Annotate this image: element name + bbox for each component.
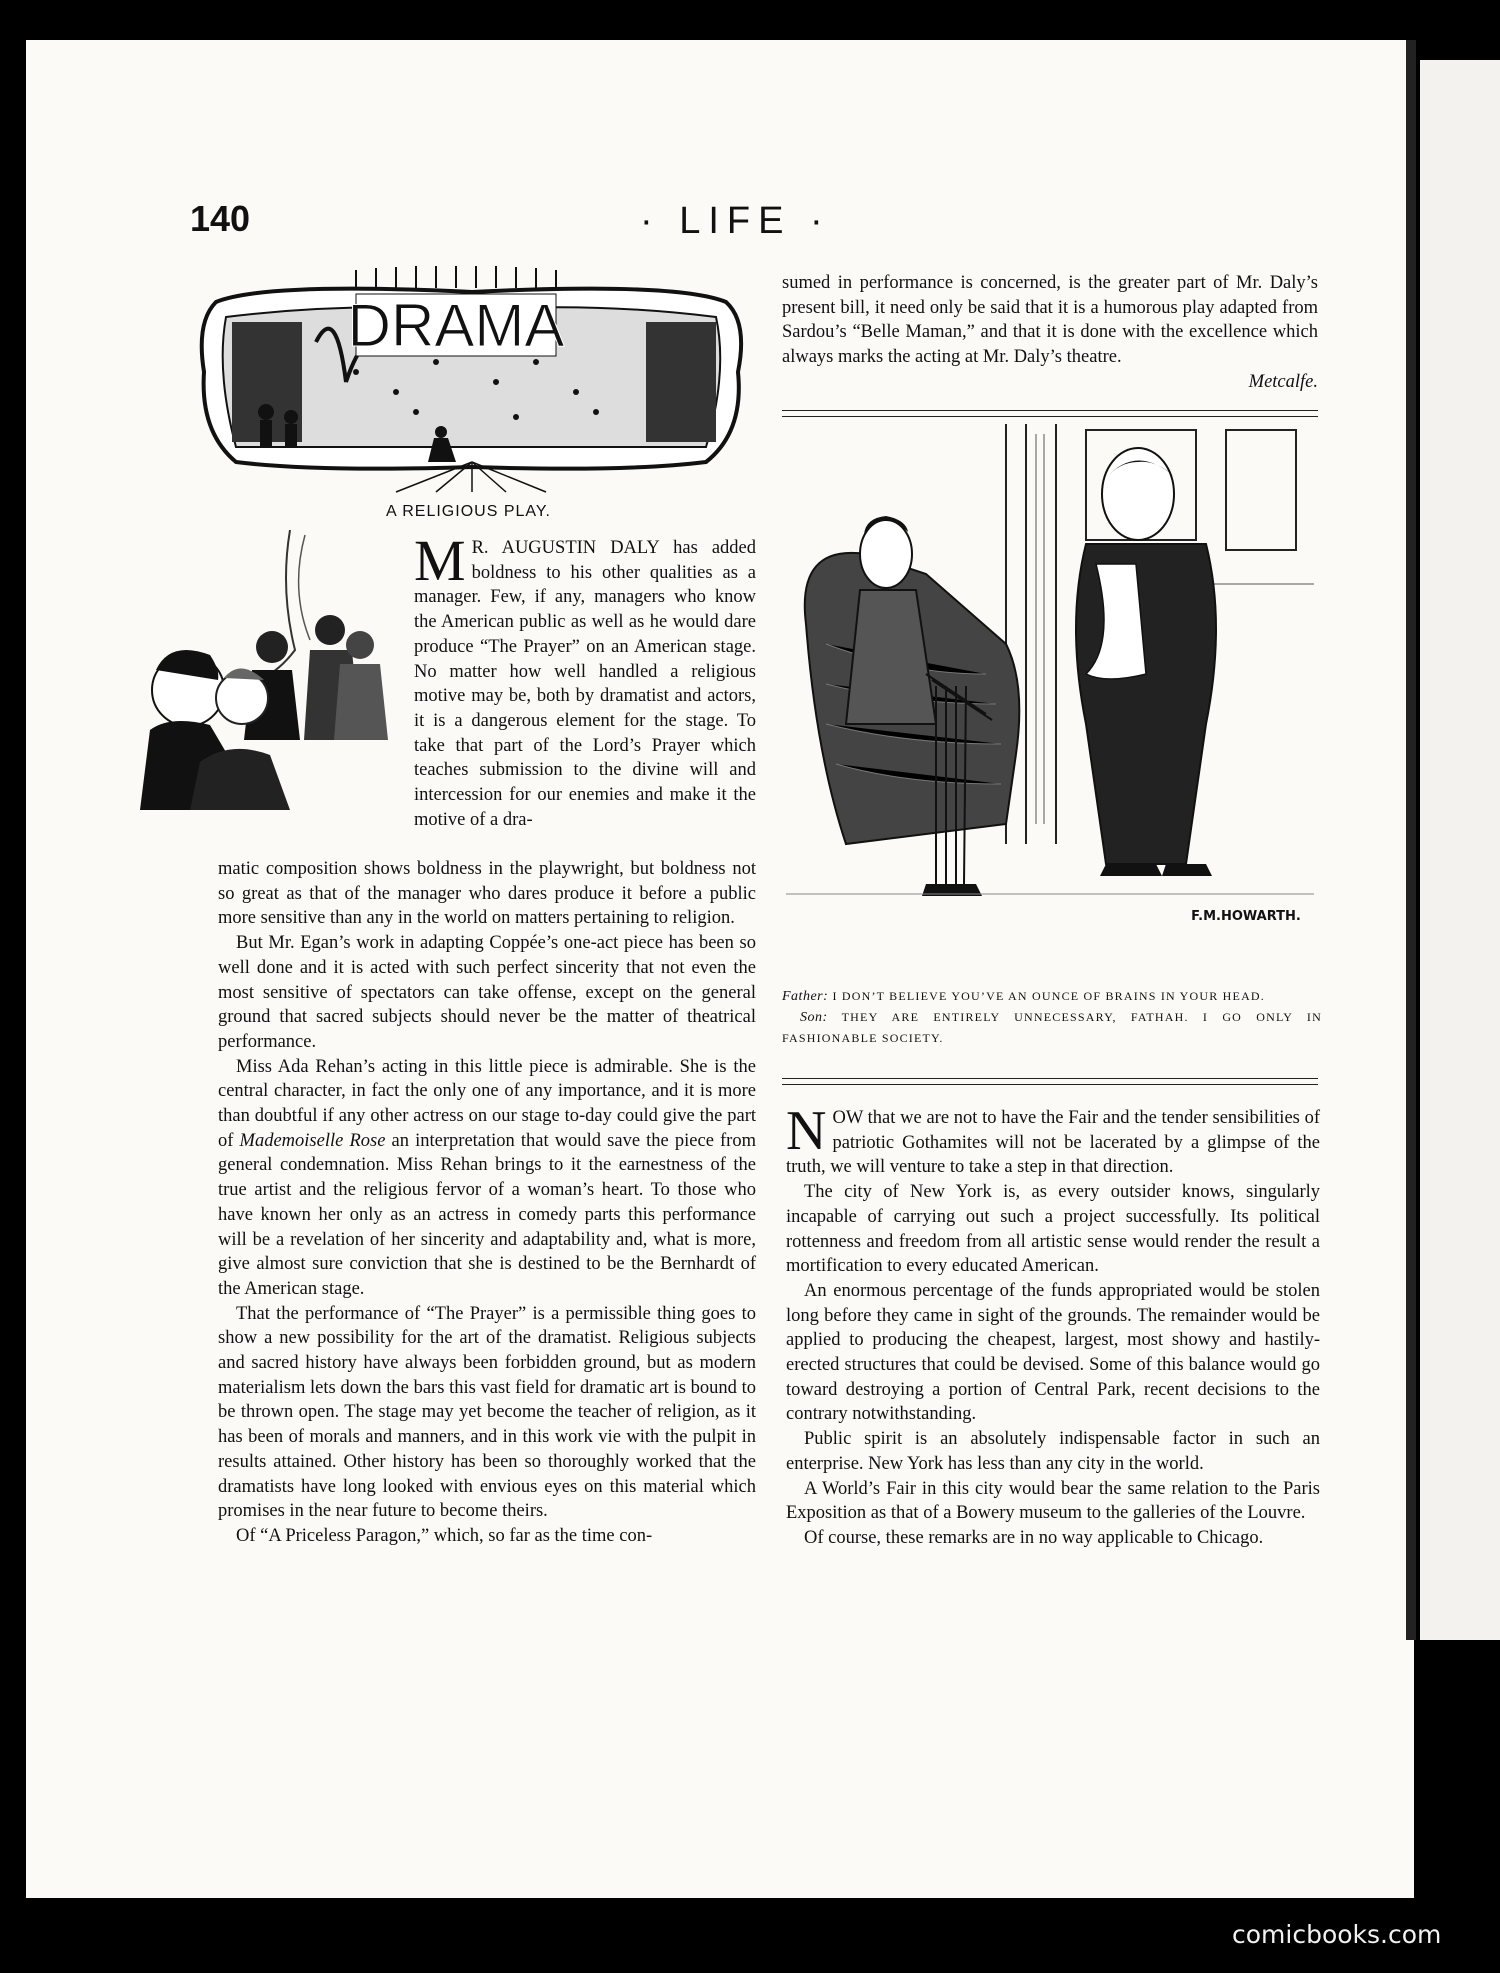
paragraph-3-part-a: Miss Ada Rehan’s acting in this little piece is admirable. She is the central character, in fact the only one of any importance, and it is more than doubtful if any other actress on our stage to-day could give the part of bbox=[218, 1056, 756, 1151]
fair-paragraph-6: Of course, these remarks are in no way applicable to Chicago. bbox=[804, 1527, 1264, 1548]
lead-text: R. AUGUSTIN DALY has added boldness to his other qualities as a manager. Few, if any, managers who know the American public as well as he would dare produce “The Prayer” on an American stage. No matter how well handled a religious motive may be, both by dramatist and actors, it is a dangerous element for the stage. To take that part of the Lord’s Prayer which teaches submission to the divine will and intercession for our enemies and make it the motive of a dra- bbox=[414, 538, 756, 830]
father-dialogue: I DON’T BELIEVE YOU’VE AN OUNCE OF BRAINS IN YOUR HEAD. bbox=[832, 989, 1266, 1003]
son-label: Son: bbox=[800, 1010, 828, 1025]
worlds-fair-article bbox=[786, 1100, 1320, 1551]
fair-paragraph-4: Public spirit is an absolutely indispensable factor in such an enterprise. New York has less than any city in the world. bbox=[786, 1429, 1320, 1474]
paragraph-5-continued: sumed in performance is concerned, is the greater part of Mr. Daly’s present bill, it need only be said that it is a humorous play adapted from Sardou’s “Belle Maman,” and that it is done with the excellence which always marks the acting at Mr. Daly’s theatre. bbox=[782, 273, 1318, 368]
article-title: A RELIGIOUS PLAY. bbox=[386, 503, 551, 520]
son-dialogue: THEY ARE ENTIRELY UNNECESSARY, FATHAH. I GO ONLY IN FASHIONABLE SOCIETY. bbox=[782, 1010, 1322, 1045]
cartoon-caption bbox=[782, 986, 1322, 1048]
paragraph-2: But Mr. Egan’s work in adapting Coppée’s one-act piece has been so well done and it is acted with such perfect sincerity that not even the most sensitive of spectators can take offense, except on the general ground that sacred subjects should never be the matter of theatrical performance. bbox=[218, 933, 756, 1052]
theatre-audience-illustration bbox=[140, 530, 400, 810]
caption-father-line bbox=[782, 986, 1322, 1007]
drama-body-column bbox=[218, 857, 756, 1549]
section-divider-2 bbox=[782, 1078, 1318, 1085]
paragraph-5-start: Of “A Priceless Paragon,” which, so far as the time con- bbox=[236, 1525, 653, 1546]
author-signature: Metcalfe. bbox=[1248, 371, 1318, 392]
paragraph-1-continued: matic composition shows boldness in the playwright, but boldness not so great as that of the manager who dares produce it before a public more sensitive than any in the world on matters pertaining to religion. bbox=[218, 859, 756, 929]
drama-column-continued bbox=[782, 271, 1318, 395]
fair-paragraph-2: The city of New York is, as every outsider knows, singularly incapable of carrying out such a project successfully. Its political rottenness and freedom from all artistic sense would render the result a mortification to every educated American. bbox=[786, 1182, 1320, 1277]
drama-lead-paragraph bbox=[414, 528, 756, 832]
banner-title: DRAMA bbox=[347, 292, 565, 359]
artist-signature: F.M.HOWARTH. bbox=[1191, 909, 1301, 924]
paragraph-3 bbox=[218, 1055, 756, 1302]
paragraph-3-italic-role: Mademoiselle Rose bbox=[239, 1130, 386, 1151]
drop-cap-n: N bbox=[786, 1100, 827, 1162]
fair-paragraph-1: OW that we are not to have the Fair and the tender sensibilities of patriotic Gothamites will not be lacerated by a glimpse of the truth, we will venture to take a step in that direction. bbox=[786, 1108, 1320, 1178]
father-label: Father: bbox=[782, 989, 829, 1004]
drama-banner-illustration bbox=[196, 262, 748, 494]
next-page-edge bbox=[1420, 60, 1500, 1640]
watermark-text: comicbooks.com bbox=[1232, 1920, 1442, 1949]
section-divider bbox=[782, 410, 1318, 417]
caption-son-line bbox=[782, 1007, 1322, 1048]
father-son-cartoon bbox=[786, 424, 1314, 950]
fair-paragraph-3: An enormous percentage of the funds appropriated would be stolen long before they came in sight of the grounds. The remainder would be applied to producing the cheapest, largest, most showy and hastily-erected structures that could be devised. Some of this balance would go toward destroying a portion of Central Park, recent decisions to the contrary notwithstanding. bbox=[786, 1280, 1320, 1425]
paragraph-4: That the performance of “The Prayer” is a permissible thing goes to show a new possibility for the art of the dramatist. Religious subjects and sacred history have always been forbidden ground, but as modern materialism lets down the bars this vast field for dramatic art is bound to be thrown open. The stage may yet become the teacher of religion, as it has been of morals and manners, and in this work vie with the pulpit in results attained. Other history has been so thoroughly worked that the dramatists have long looked with envious eyes on this material which promises in the near future to become theirs. bbox=[218, 1303, 756, 1522]
page-gutter bbox=[1406, 40, 1416, 1640]
masthead-title: · LIFE · bbox=[640, 200, 831, 242]
paragraph-3-part-b: an interpretation that would save the piece from general condemnation. Miss Rehan brings to it the earnestness of the true artist and the religious fervor of a woman’s heart. To those who have known her only as an actress in comedy parts this performance will be a revelation of her sincerity and adaptability and, what is more, give almost sure conviction that she is destined to be the Bernhardt of the American stage. bbox=[218, 1130, 756, 1299]
page-number: 140 bbox=[190, 198, 251, 239]
fair-paragraph-5: A World’s Fair in this city would bear the same relation to the Paris Exposition as that of a Bowery museum to the galleries of the Louvre. bbox=[786, 1478, 1320, 1524]
drop-cap-m: M bbox=[414, 528, 466, 593]
